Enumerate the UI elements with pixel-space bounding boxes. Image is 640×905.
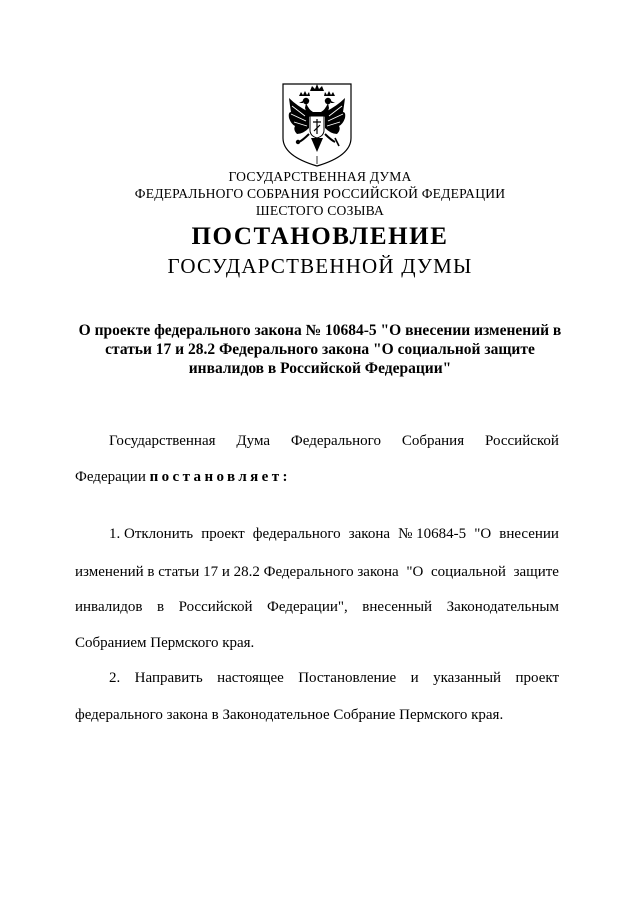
- item1-word: федерального: [252, 526, 341, 542]
- preamble-word: Российской: [485, 433, 559, 449]
- item1-word: "О: [406, 564, 424, 580]
- subject-line: инвалидов в Российской Федерации": [188, 360, 452, 377]
- item2-line-1: [75, 668, 559, 688]
- resolution-subject: [60, 321, 580, 378]
- item2-word: Постановление: [298, 670, 397, 686]
- item1-word: внесении: [499, 526, 559, 542]
- item1-word: внесенный: [362, 599, 433, 615]
- item1-word: защите: [513, 564, 559, 580]
- item2-word: Направить: [134, 670, 203, 686]
- preamble-word: Государственная: [109, 433, 216, 449]
- item2-line-2: федерального закона в Законодательное Собрание Пермского края.: [75, 707, 504, 723]
- coat-of-arms-emblem: [277, 76, 357, 168]
- header-line-duma: ГОСУДАРСТВЕННАЯ ДУМА: [228, 169, 412, 184]
- document-title: ПОСТАНОВЛЕНИЕ: [191, 223, 449, 250]
- item1-word: № 10684-5: [398, 526, 467, 542]
- item1-word: в: [156, 599, 165, 615]
- item1-word: Российской: [178, 599, 253, 615]
- item2-word: настоящее: [217, 670, 284, 686]
- preamble-decision-word: постановляет:: [149, 469, 291, 485]
- subject-line: О проекте федерального закона № 10684-5 "О внесении изменений в: [78, 322, 562, 339]
- header-line-convocation: ШЕСТОГО СОЗЫВА: [255, 203, 385, 218]
- item1-line-2: [75, 562, 559, 582]
- item1-line-4: Собранием Пермского края.: [75, 635, 255, 651]
- preamble-word: Дума: [236, 433, 271, 449]
- item1-word: 1. Отклонить: [109, 526, 194, 542]
- item2-word: 2.: [109, 670, 121, 686]
- item1-word: Законодательным: [446, 599, 559, 615]
- item1-word: закона: [348, 526, 391, 542]
- preamble-word: Федерального: [290, 433, 381, 449]
- item1-line-3: [75, 597, 559, 617]
- preamble-word: Собрания: [401, 433, 465, 449]
- item1-line-1: [75, 524, 559, 544]
- item1-word: "О: [474, 526, 492, 542]
- item2-word: и: [410, 670, 419, 686]
- item1-word: Федерации",: [267, 599, 348, 615]
- item1-word: инвалидов: [75, 599, 143, 615]
- item1-word: социальной: [431, 564, 506, 580]
- subject-line: статьи 17 и 28.2 Федерального закона "О социальной защите: [105, 341, 535, 358]
- item2-word: проект: [515, 670, 559, 686]
- preamble-line-1: [75, 431, 559, 451]
- item2-word: указанный: [433, 670, 502, 686]
- issuer-header: [0, 168, 640, 219]
- preamble-line-2: [75, 467, 559, 487]
- preamble-prefix: Федерации: [75, 469, 150, 485]
- header-line-assembly: ФЕДЕРАЛЬНОГО СОБРАНИЯ РОССИЙСКОЙ ФЕДЕРАЦИИ: [134, 186, 506, 201]
- item1-word: проект: [201, 526, 245, 542]
- item1-word: изменений в статьи 17 и 28.2 Федерального закона: [75, 564, 399, 580]
- document-subtitle: ГОСУДАРСТВЕННОЙ ДУМЫ: [167, 254, 473, 278]
